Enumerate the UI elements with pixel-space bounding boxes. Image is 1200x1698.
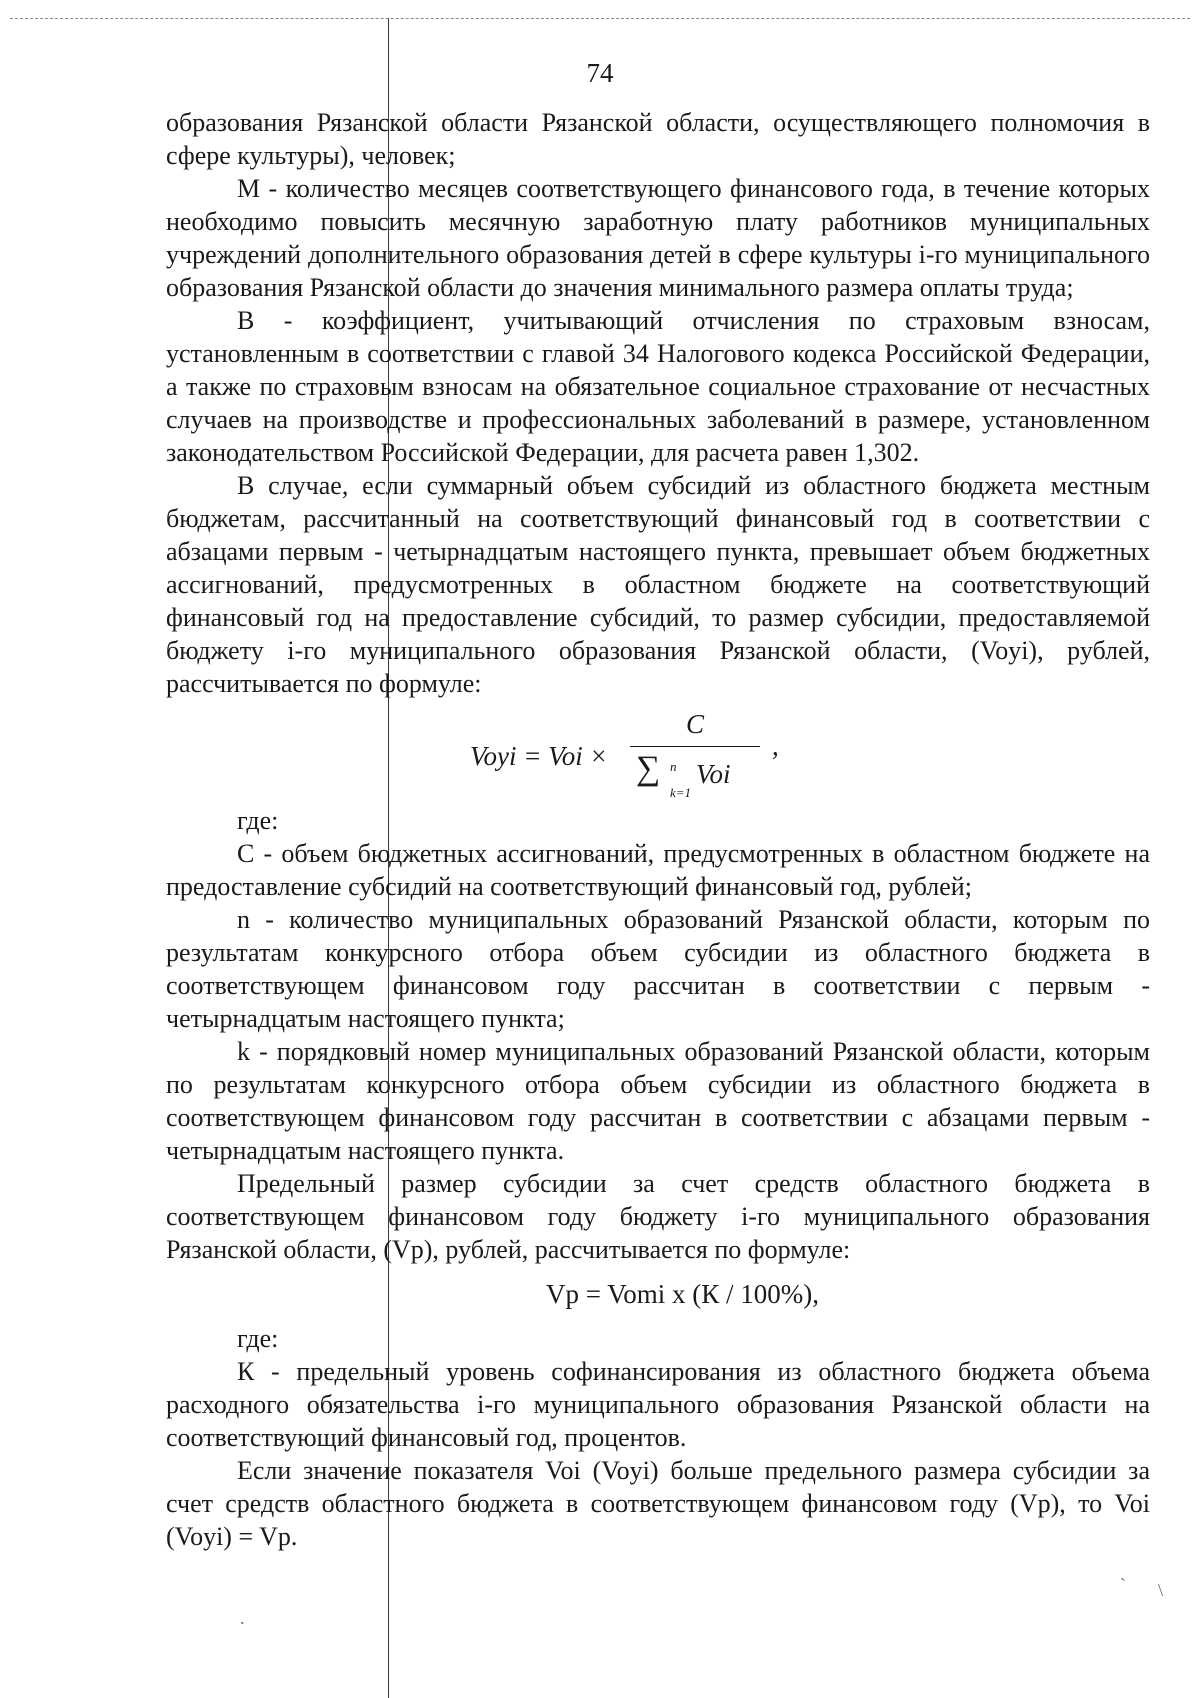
scan-speck-mark: .	[240, 1608, 245, 1628]
scan-speck-mark: `	[1120, 1575, 1126, 1595]
formula-voyi-denominator: Voi	[696, 759, 731, 789]
document-body	[166, 106, 1150, 1553]
paragraph-where-1: где:	[237, 806, 279, 835]
scan-top-border	[10, 18, 1190, 19]
formula-voyi-comma: ,	[772, 731, 779, 761]
paragraph-voi-condition: Если значение показателя Voi (Voyi) больше предельного размера субсидии за счет средств областного бюджета в соответствующем финансовом году (Vp), то Voi (Voyi) = Vp.	[166, 1456, 1150, 1551]
paragraph-k-level-definition: К - предельный уровень софинансирования из областного бюджета объема расходного обязательства i-го муниципального образования Рязанской области на соответствующий финансовый год, процентов.	[166, 1357, 1150, 1452]
scan-speck-mark: \	[1158, 1580, 1164, 1600]
paragraph-b-definition: B - коэффициент, учитывающий отчисления по страховым взносам, установленным в соответствии с главой 34 Налогового кодекса Российской Федерации, а также по страховым взносам на обязательное социальное страхование от несчастных случаев на производстве и профессиональных заболеваний в размере, установленном законодательством Российской Федерации, для расчета равен 1,302.	[166, 306, 1150, 467]
paragraph-k-definition: k - порядковый номер муниципальных образований Рязанской области, которым по результатам конкурсного отбора объем субсидии из областного бюджета в соответствующем финансовом году рассчитан в соответствии с абзацами первым - четырнадцатым настоящего пункта.	[166, 1037, 1150, 1165]
fraction-bar	[630, 746, 760, 747]
paragraph-subsidy-reduction: В случае, если суммарный объем субсидий из областного бюджета местным бюджетам, рассчитанный на соответствующий финансовый год в соответствии с абзацами первым - четырнадцатым настоящего пункта, превышает объем бюджетных ассигнований, предусмотренных в областном бюджете на соответствующий финансовый год на предоставление субсидий, то размер субсидии, предоставляемой бюджету i-го муниципального образования Рязанской области, (Voyi), рублей, рассчитывается по формуле:	[166, 471, 1150, 698]
sum-upper-limit: n	[670, 759, 677, 774]
paragraph-m-definition: M - количество месяцев соответствующего финансового года, в течение которых необходимо повысить месячную заработную плату работников муниципальных учреждений дополнительного образования детей в сфере культуры i-го муниципального образования Рязанской области до значения минимального размера оплаты труда;	[166, 174, 1150, 302]
paragraph-limit-size: Предельный размер субсидии за счет средств областного бюджета в соответствующем финансовом году бюджету i-го муниципального образования Рязанской области, (Vp), рублей, рассчитывается по формуле:	[166, 1169, 1150, 1264]
formula-voyi-numerator: C	[685, 709, 704, 739]
page-number: 74	[586, 58, 614, 88]
sum-symbol: ∑	[636, 750, 661, 787]
paragraph-n-definition: n - количество муниципальных образований Рязанской области, которым по результатам конкурсного отбора объем субсидии из областного бюджета в соответствующем финансовом году рассчитан в соответствии с первым - четырнадцатым настоящего пункта;	[166, 905, 1150, 1033]
paragraph-continuation: образования Рязанской области Рязанской области, осуществляющего полномочия в сфере культуры), человек;	[166, 108, 1150, 170]
formula-voyi	[166, 700, 1150, 804]
formula-voyi-lhs: Voyi = Voi ×	[470, 741, 608, 771]
sum-lower-limit: k=1	[670, 785, 692, 800]
paragraph-c-definition: С - объем бюджетных ассигнований, предусмотренных в областном бюджете на предоставление субсидий на соответствующий финансовый год, рублей;	[166, 839, 1150, 901]
formula-vp: Vp = Vomi x (К / 100%),	[546, 1279, 819, 1309]
paragraph-where-2: где:	[237, 1324, 279, 1353]
